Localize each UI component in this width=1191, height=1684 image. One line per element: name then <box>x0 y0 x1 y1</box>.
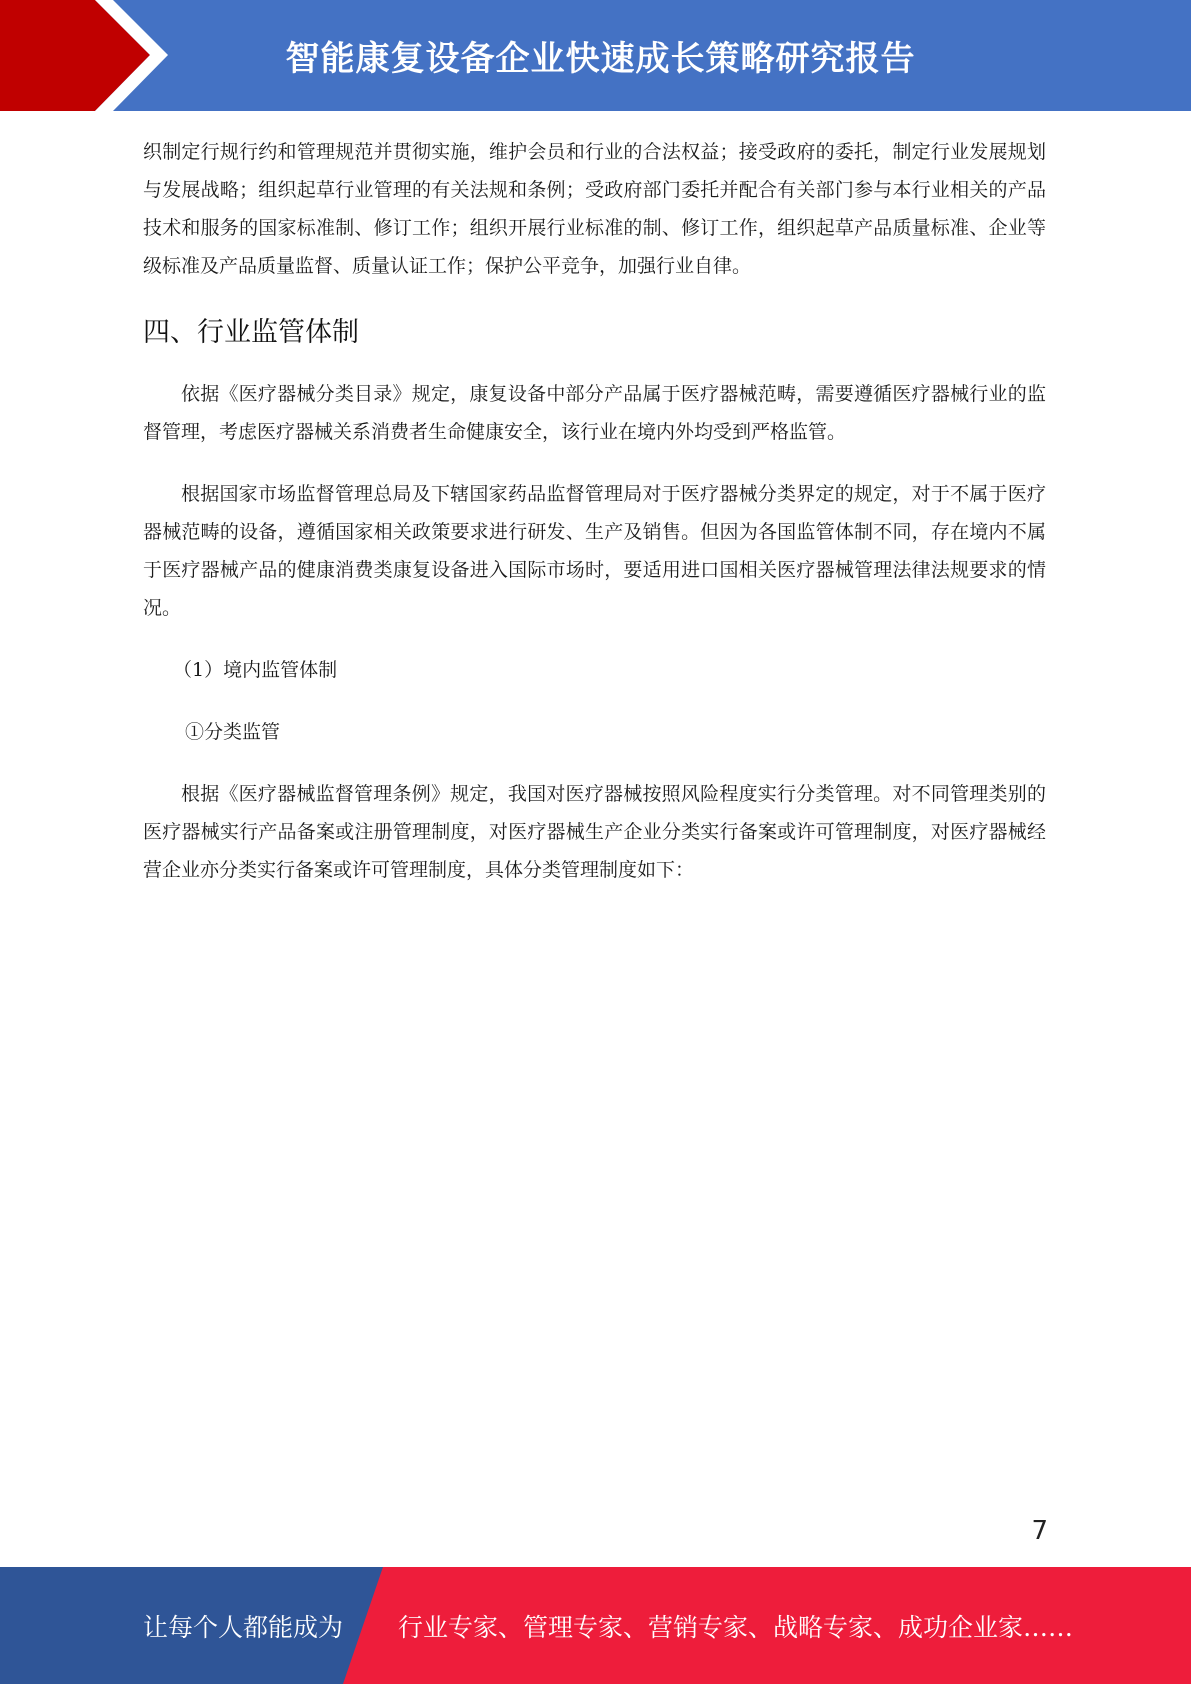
document-body <box>143 133 1046 913</box>
subheading-classification-supervision: ①分类监管 <box>185 721 281 743</box>
footer-slogan-right: 行业专家、管理专家、营销专家、战略专家、成功企业家…… <box>398 1612 1074 1642</box>
subheading-domestic-regulation: （1）境内监管体制 <box>173 659 338 681</box>
page-number: 7 <box>1031 1516 1048 1546</box>
page-header <box>0 0 1191 111</box>
footer-slogan-left: 让每个人都能成为 <box>143 1612 344 1642</box>
paragraph-regulation: 根据国家市场监督管理总局及下辖国家药品监督管理局对于医疗器械分类界定的规定，对于不属于医疗器械范畴的设备，遵循国家相关政策要求进行研发、生产及销售。但因为各国监管体制不同，存在境内不属于医疗器械产品的健康消费类康复设备进入国际市场时，要适用进口国相关医疗器械管理法律法规要求的情况。 <box>143 483 1046 619</box>
paragraph-classification: 依据《医疗器械分类目录》规定，康复设备中部分产品属于医疗器械范畴，需要遵循医疗器械行业的监督管理，考虑医疗器械关系消费者生命健康安全，该行业在境内外均受到严格监管。 <box>143 383 1046 443</box>
section-heading: 四、行业监管体制 <box>143 317 359 348</box>
paragraph-management-system: 根据《医疗器械监督管理条例》规定，我国对医疗器械按照风险程度实行分类管理。对不同管理类别的医疗器械实行产品备案或注册管理制度，对医疗器械生产企业分类实行备案或许可管理制度，对医疗器械经营企业亦分类实行备案或许可管理制度，具体分类管理制度如下： <box>143 783 1046 881</box>
continuation-paragraph: 织制定行规行约和管理规范并贯彻实施，维护会员和行业的合法权益；接受政府的委托，制定行业发展规划与发展战略；组织起草行业管理的有关法规和条例；受政府部门委托并配合有关部门参与本行业相关的产品技术和服务的国家标准制、修订工作；组织开展行业标准的制、修订工作，组织起草产品质量标准、企业等级标准及产品质量监督、质量认证工作；保护公平竞争，加强行业自律。 <box>143 141 1046 277</box>
report-title: 智能康复设备企业快速成长策略研究报告 <box>285 39 916 79</box>
page-footer <box>0 1567 1191 1684</box>
